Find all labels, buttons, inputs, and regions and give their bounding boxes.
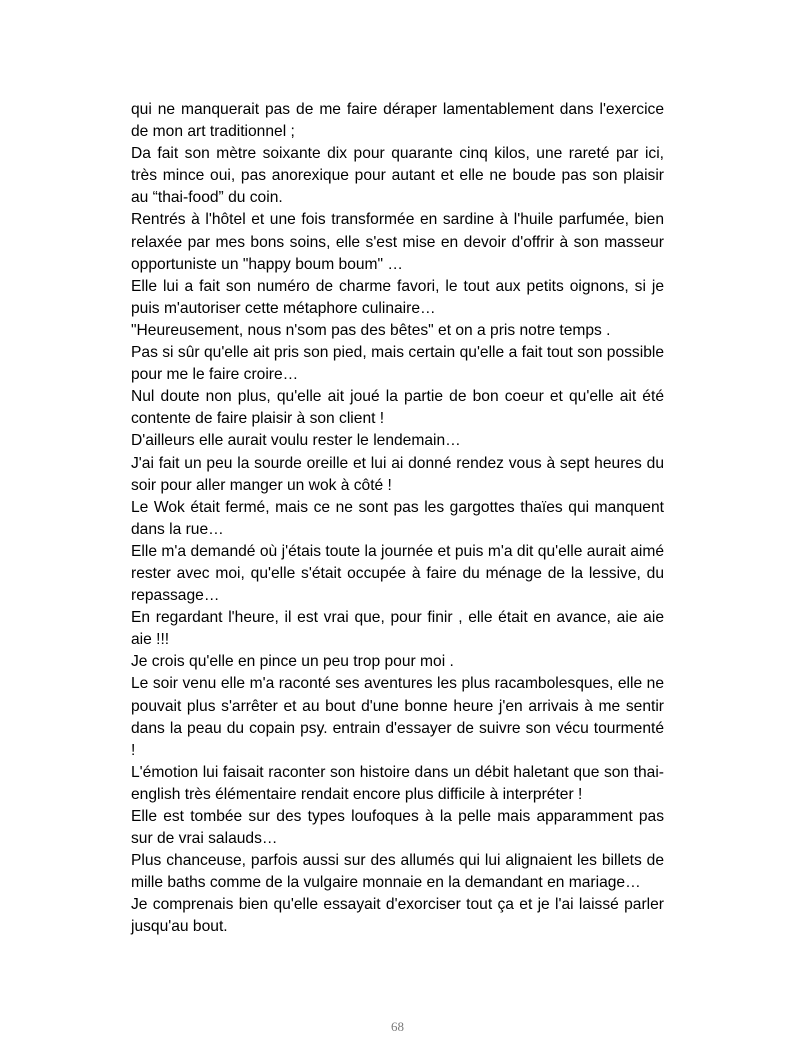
paragraph: Le Wok était fermé, mais ce ne sont pas les gargottes thaïes qui manquent dans la rue… (131, 498, 664, 538)
paragraph: Nul doute non plus, qu'elle ait joué la partie de bon coeur et qu'elle ait été contente de faire plaisir à son client ! (131, 388, 664, 428)
paragraph: "Heureusement, nous n'som pas des bêtes" et on a pris notre temps . (131, 321, 611, 339)
page-number: 68 (391, 1019, 404, 1034)
paragraph: Elle m'a demandé où j'étais toute la journée et puis m'a dit qu'elle aurait aimé rester avec moi, qu'elle s'était occupée à faire du ménage de la lessive, du repassage… (131, 542, 664, 605)
body-text (131, 99, 664, 939)
paragraph: Da fait son mètre soixante dix pour quarante cinq kilos, une rareté par ici, très mince oui, pas anorexique pour autant et elle ne boude pas son plaisir au “thai-food” du coin. (131, 145, 664, 207)
paragraph: D'ailleurs elle aurait voulu rester le lendemain… (131, 432, 461, 450)
paragraph: Je comprenais bien qu'elle essayait d'exorciser tout ça et je l'ai laissé parler jusqu'au bout. (131, 896, 664, 936)
paragraph: J'ai fait un peu la sourde oreille et lui ai donné rendez vous à sept heures du soir pour aller manger un wok à côté ! (131, 454, 664, 494)
paragraph: Rentrés à l'hôtel et une fois transformée en sardine à l'huile parfumée, bien relaxée par mes bons soins, elle s'est mise en devoir d'offrir à son masseur opportuniste un "happy boum boum" … (131, 211, 664, 273)
paragraph: Elle lui a fait son numéro de charme favori, le tout aux petits oignons, si je puis m'autoriser cette métaphore culinaire… (131, 277, 664, 317)
paragraph: En regardant l'heure, il est vrai que, pour finir , elle était en avance, aie aie aie !!! (131, 609, 664, 649)
paragraph: qui ne manquerait pas de me faire déraper lamentablement dans l'exercice de mon art traditionnel ; (131, 101, 664, 141)
paragraph: Le soir venu elle m'a raconté ses aventures les plus racambolesques, elle ne pouvait plus s'arrêter et au bout d'une bonne heure j'en arrivais à me sentir dans la peau du copain psy. entrain d'essayer de suivre son vécu tourmenté ! (131, 675, 664, 759)
paragraph: Plus chanceuse, parfois aussi sur des allumés qui lui alignaient les billets de mille baths comme de la vulgaire monnaie en la demandant en mariage… (131, 852, 664, 892)
paragraph: Je crois qu'elle en pince un peu trop pour moi . (131, 653, 454, 671)
paragraph: L'émotion lui faisait raconter son histoire dans un débit haletant que son thai-english très élémentaire rendait encore plus difficile à interpréter ! (131, 763, 664, 803)
paragraph: Pas si sûr qu'elle ait pris son pied, mais certain qu'elle a fait tout son possible pour me le faire croire… (131, 344, 664, 384)
paragraph: Elle est tombée sur des types loufoques à la pelle mais apparamment pas sur de vrai salauds… (131, 808, 664, 848)
